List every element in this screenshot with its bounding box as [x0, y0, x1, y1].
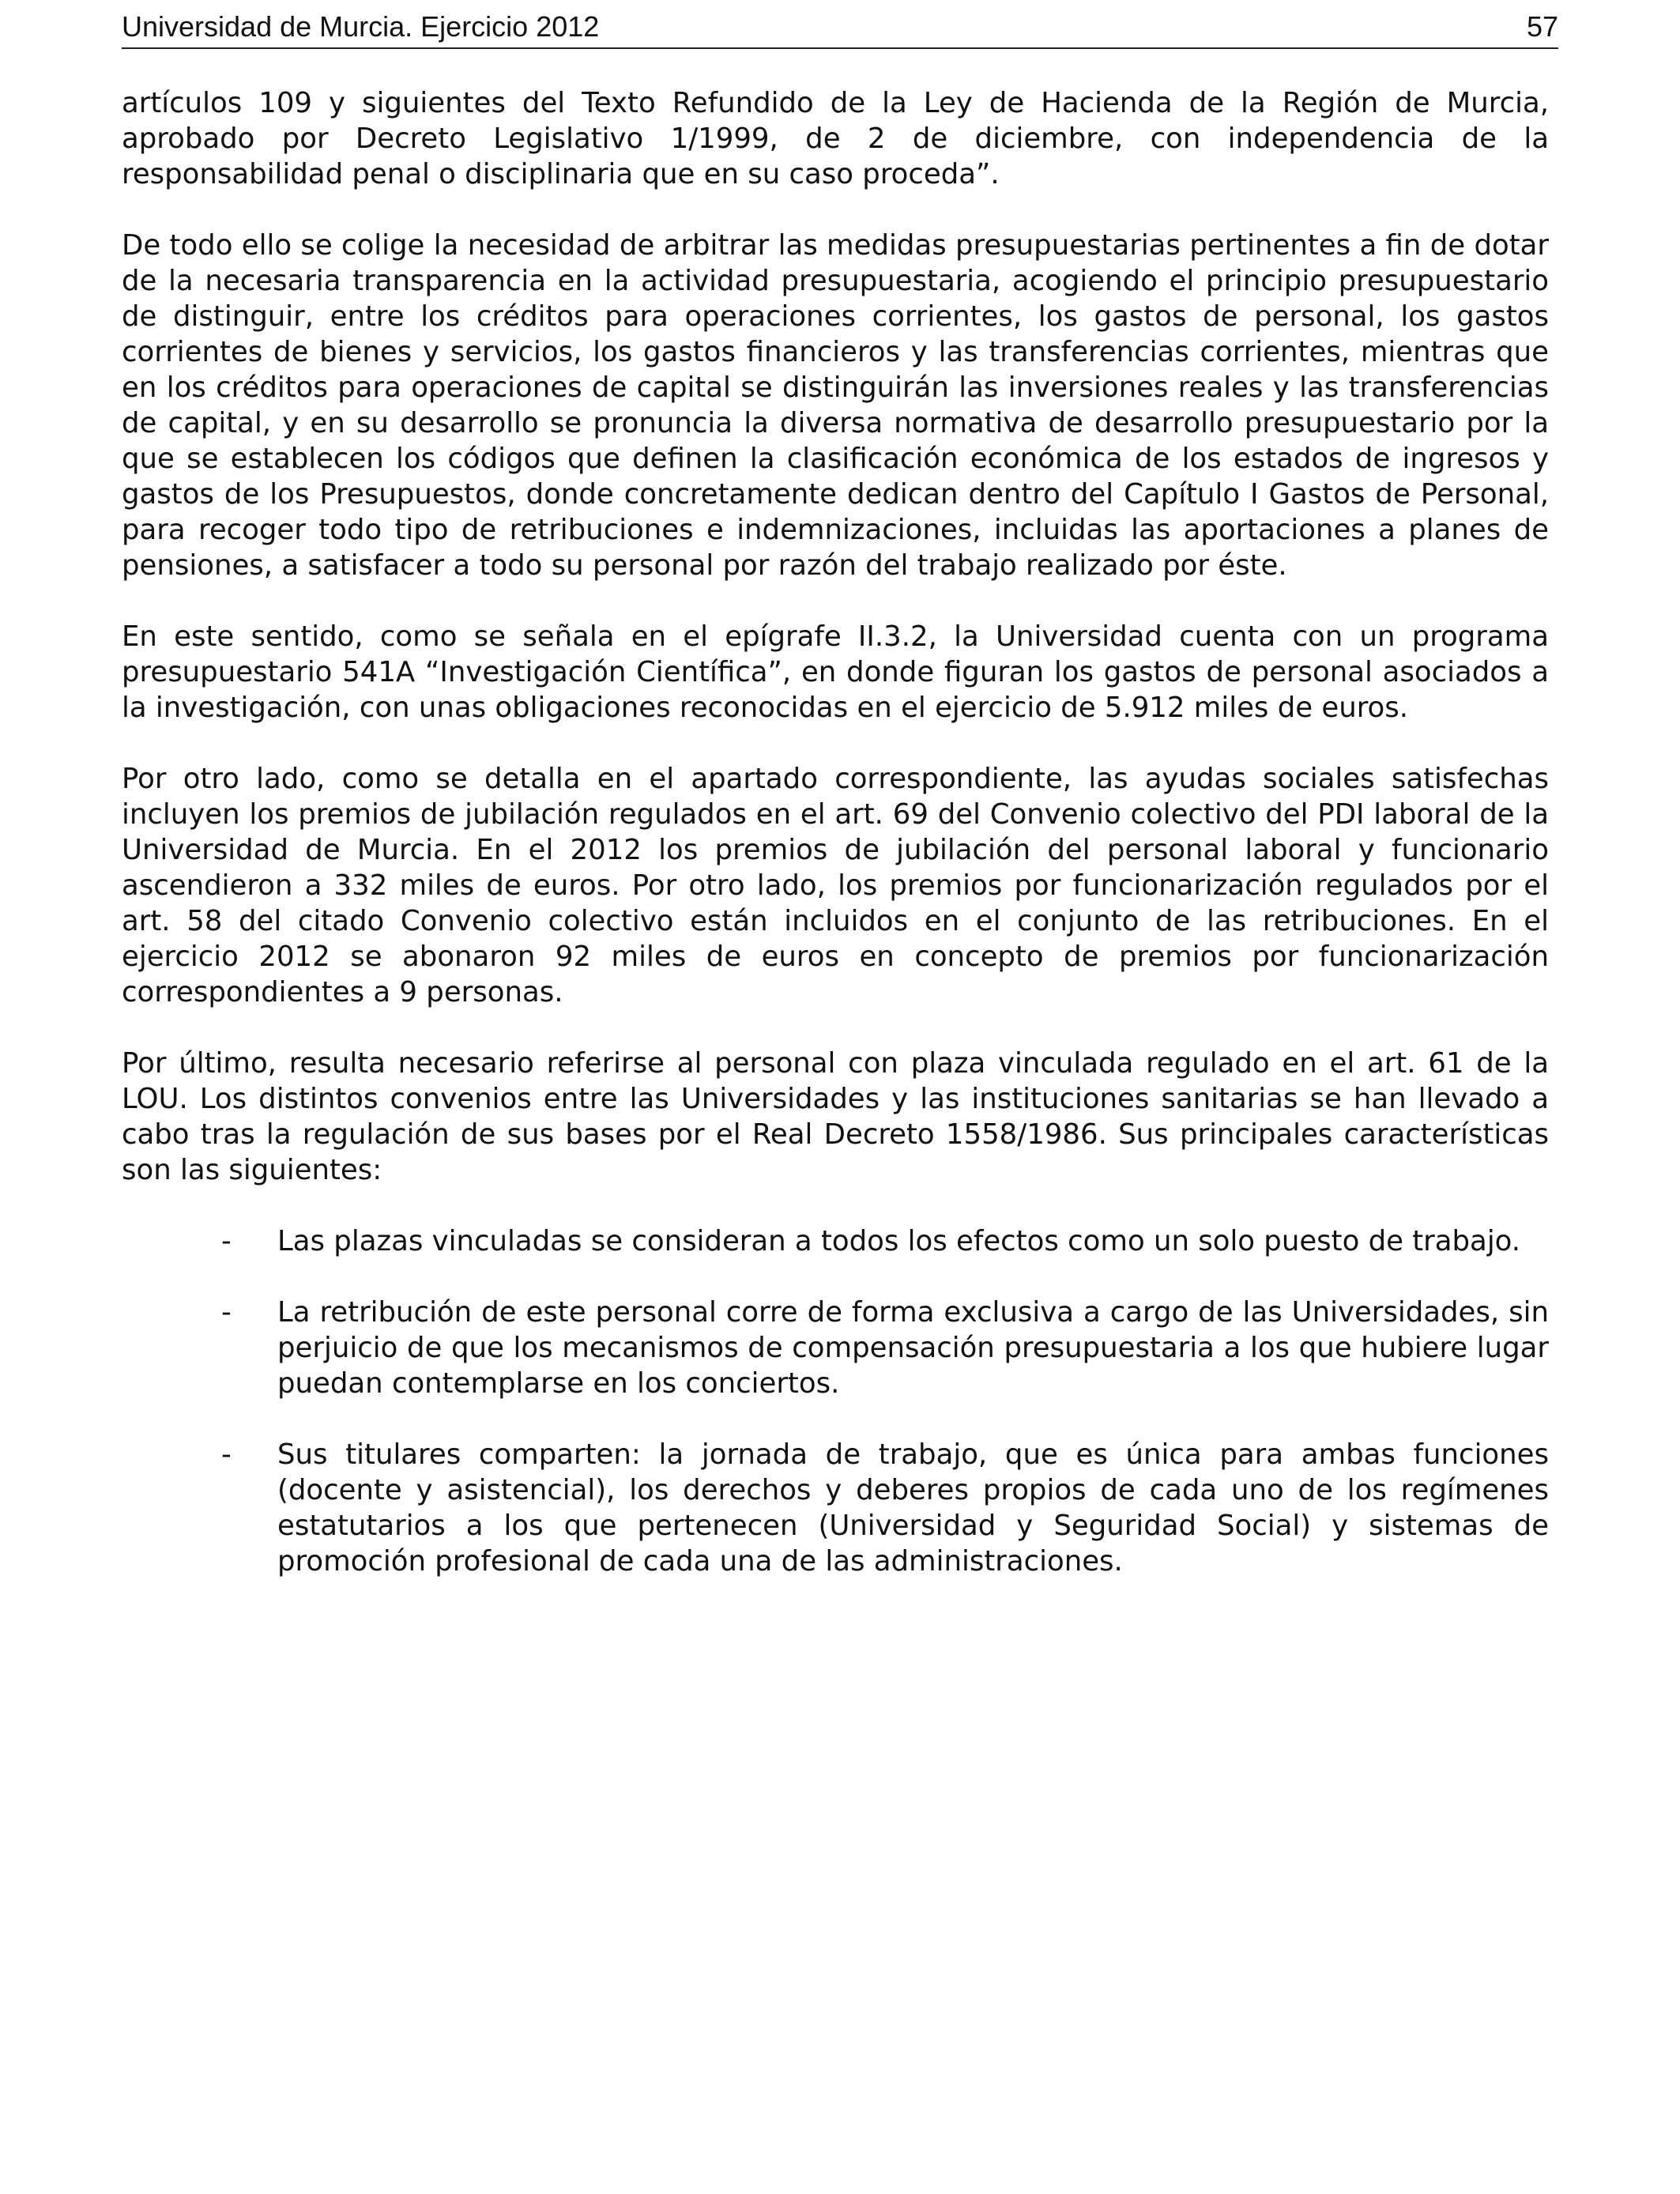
characteristics-list	[122, 1223, 1549, 1579]
list-item-text: La retribución de este personal corre de forma exclusiva a cargo de las Universidades, sin perjuicio de que los mecanismos de compensación presupuestaria a los que hubiere lugar puedan contemplarse en los conciertos.	[277, 1296, 1549, 1400]
list-item	[122, 1223, 1549, 1259]
paragraph-1: artículos 109 y siguientes del Texto Refundido de la Ley de Hacienda de la Región de Murcia, aprobado por Decreto Legislativo 1/1999, de 2 de diciembre, con independencia de la responsabilidad penal o disciplinaria que en su caso proceda”.	[122, 87, 1549, 190]
paragraph-2: De todo ello se colige la necesidad de arbitrar las medidas presupuestarias pertinentes a fin de dotar de la necesaria transparencia en la actividad presupuestaria, acogiendo el principio presupuestario de distinguir, entre los créditos para operaciones corrientes, los gastos de personal, los gastos corrientes de bienes y servicios, los gastos financieros y las transferencias corrientes, mientras que en los créditos para operaciones de capital se distinguirán las inversiones reales y las transferencias de capital, y en su desarrollo se pronuncia la diversa normativa de desarrollo presupuestario por la que se establecen los códigos que definen la clasificación económica de los estados de ingresos y gastos de los Presupuestos, donde concretamente dedican dentro del Capítulo I Gastos de Personal, para recoger todo tipo de retribuciones e indemnizaciones, incluidas las aportaciones a planes de pensiones, a satisfacer a todo su personal por razón del trabajo realizado por éste.	[122, 229, 1549, 582]
bullet-dash: -	[221, 1296, 232, 1329]
list-item-text: Las plazas vinculadas se consideran a todos los efectos como un solo puesto de trabajo.	[277, 1225, 1521, 1257]
paragraph-4: Por otro lado, como se detalla en el apartado correspondiente, las ayudas sociales satisfechas incluyen los premios de jubilación regulados en el art. 69 del Convenio colectivo del PDI laboral de la Universidad de Murcia. En el 2012 los premios de jubilación del personal laboral y funcionario ascendieron a 332 miles de euros. Por otro lado, los premios por funcionarización regulados por el art. 58 del citado Convenio colectivo están incluidos en el conjunto de las retribuciones. En el ejercicio 2012 se abonaron 92 miles de euros en concepto de premios por funcionarización correspondientes a 9 personas.	[122, 763, 1549, 1008]
page-header	[122, 6, 1558, 49]
page-number: 57	[1526, 10, 1558, 43]
bullet-dash: -	[221, 1225, 232, 1257]
bullet-dash: -	[221, 1438, 232, 1471]
document-body	[122, 85, 1549, 1615]
paragraph-5: Por último, resulta necesario referirse al personal con plaza vinculada regulado en el art. 61 de la LOU. Los distintos convenios entre las Universidades y las instituciones sanitarias se han llevado a cabo tras la regulación de sus bases por el Real Decreto 1558/1986. Sus principales características son las siguientes:	[122, 1047, 1549, 1186]
list-item	[122, 1437, 1549, 1579]
list-item-text: Sus titulares comparten: la jornada de trabajo, que es única para ambas funciones (docente y asistencial), los derechos y deberes propios de cada uno de los regímenes estatutarios a los que pertenecen (Universidad y Seguridad Social) y sistemas de promoción profesional de cada una de las administraciones.	[277, 1438, 1549, 1578]
header-title: Universidad de Murcia. Ejercicio 2012	[122, 10, 600, 43]
paragraph-3: En este sentido, como se señala en el epígrafe II.3.2, la Universidad cuenta con un programa presupuestario 541A “Investigación Científica”, en donde figuran los gastos de personal asociados a la investigación, con unas obligaciones reconocidas en el ejercicio de 5.912 miles de euros.	[122, 620, 1549, 724]
list-item	[122, 1295, 1549, 1401]
